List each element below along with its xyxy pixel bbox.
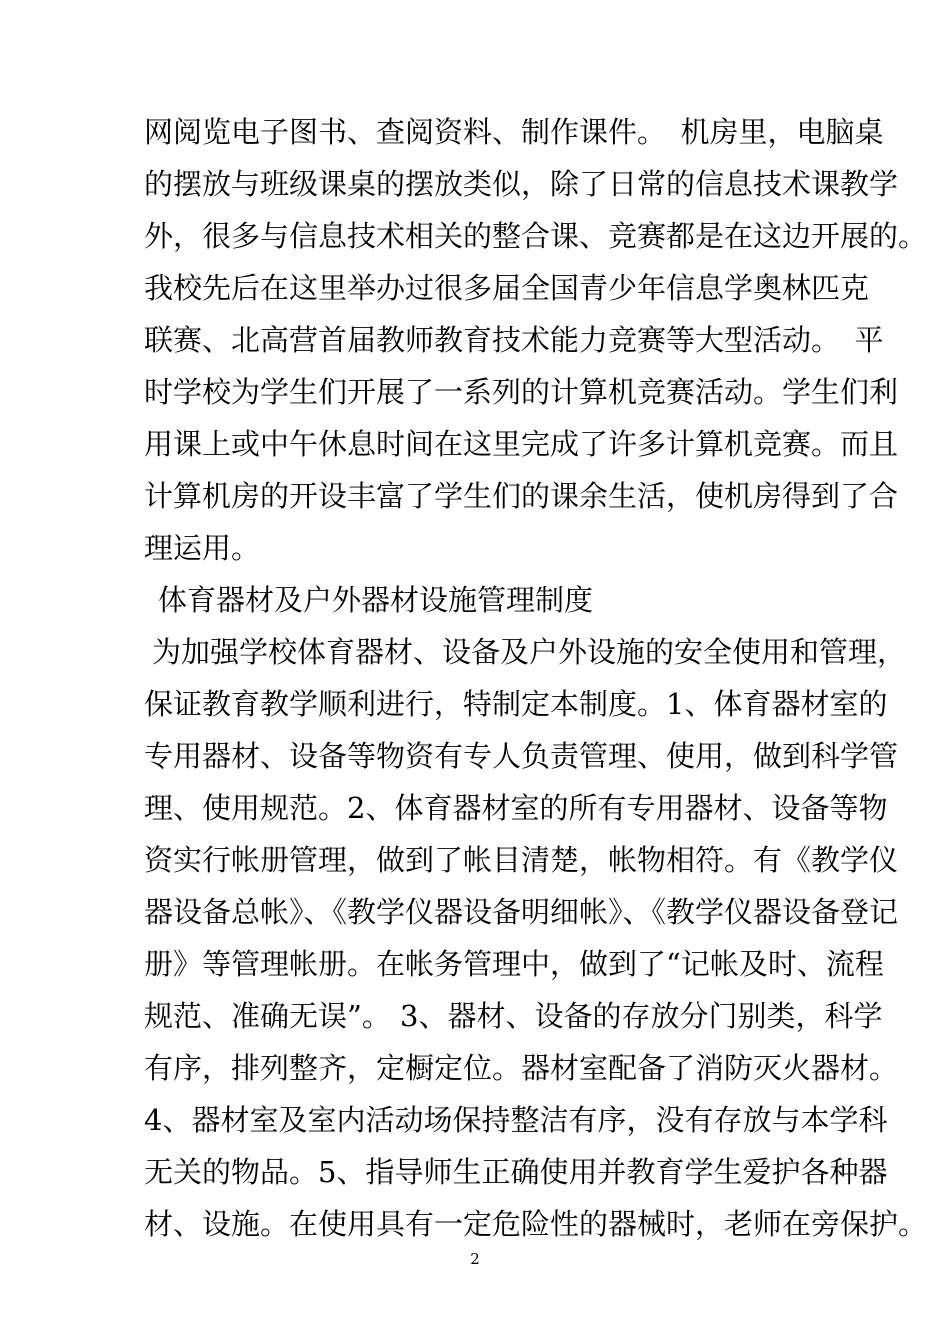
body-text-line: 材、设施。在使用具有一定危险性的器械时，老师在旁保护。: [144, 1207, 928, 1241]
body-text-line: 联赛、北高营首届教师教育技术能力竞赛等大型活动。 平: [144, 323, 884, 357]
body-text-line: 外，很多与信息技术相关的整合课、竞赛都是在这边开展的。: [144, 219, 928, 253]
body-text-line: 我校先后在这里举办过很多届全国青少年信息学奥林匹克: [144, 271, 870, 305]
section-heading: 体育器材及户外器材设施管理制度: [158, 583, 594, 617]
body-text-line: 保证教育教学顺利进行，特制定本制度。1、体育器材室的: [144, 687, 888, 721]
body-text-line: 4、器材室及室内活动场保持整洁有序，没有存放与本学科: [144, 1103, 888, 1137]
body-text-line: 理、使用规范。2、体育器材室的所有专用器材、设备等物: [144, 791, 888, 825]
body-text-line: 规范、准确无误”。 3、器材、设备的存放分门别类，科学: [144, 999, 883, 1033]
body-text-line: 专用器材、设备等物资有专人负责管理、使用，做到科学管: [144, 739, 899, 773]
body-text-line: 理运用。: [144, 531, 261, 565]
body-text-line: 计算机房的开设丰富了学生们的课余生活，使机房得到了合: [144, 479, 899, 513]
body-text-line: 用课上或中午休息时间在这里完成了许多计算机竞赛。而且: [144, 427, 899, 461]
body-text-line: 器设备总帐》、《教学仪器设备明细帐》、《教学仪器设备登记: [144, 895, 899, 929]
body-text-line: 有序，排列整齐，定橱定位。器材室配备了消防灭火器材。: [144, 1051, 899, 1085]
body-text-line: 的摆放与班级课桌的摆放类似，除了日常的信息技术课教学: [144, 167, 899, 201]
page-number: 2: [470, 1250, 480, 1268]
body-text-line: 网阅览电子图书、查阅资料、制作课件。 机房里，电脑桌: [144, 115, 884, 149]
body-text-line: 无关的物品。5、指导师生正确使用并教育学生爱护各种器: [144, 1155, 888, 1189]
body-text-line: 时学校为学生们开展了一系列的计算机竞赛活动。学生们利: [144, 375, 899, 409]
body-text-line: 册》等管理帐册。在帐务管理中，做到了“记帐及时、流程: [144, 947, 884, 981]
body-text-line: 为加强学校体育器材、设备及户外设施的安全使用和管理，: [152, 635, 907, 669]
body-text-line: 资实行帐册管理，做到了帐目清楚，帐物相符。有《教学仪: [144, 843, 899, 877]
